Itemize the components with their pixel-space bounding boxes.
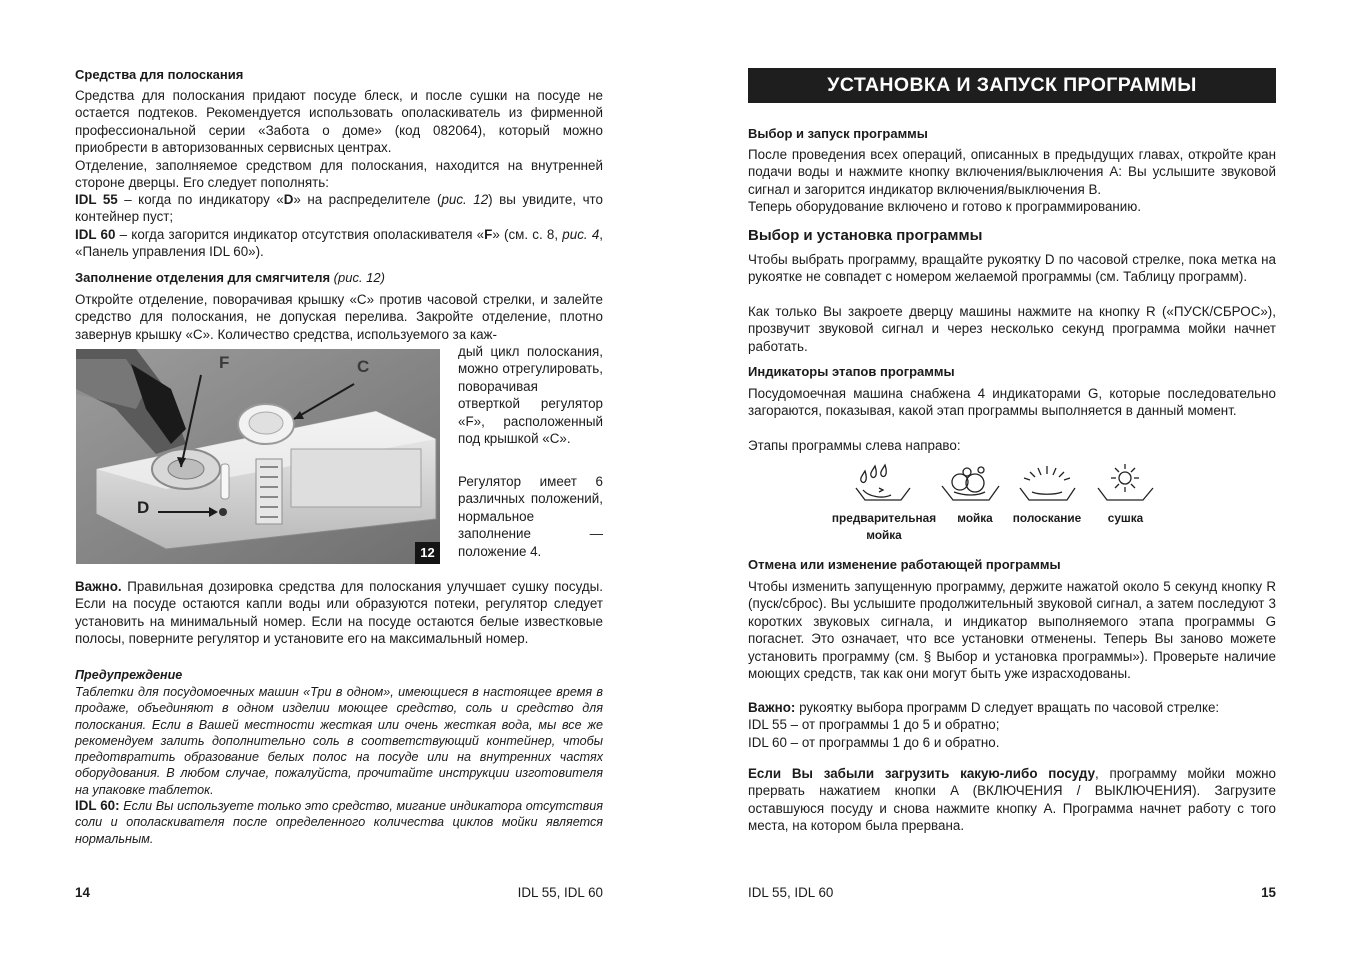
stage-label-prewash [825,510,943,544]
idl60-ref: рис. 4 [562,227,600,242]
indicators-stages-intro: Этапы программы слева направо: [748,438,961,453]
rinse-aid-paragraph: Средства для полоскания придают посуде блеск, и после сушки на посуде не остается подтеков. Рекомендуется использовать ополаскиватель из фирменной профессиональной серии «Забота о доме» (код 082064), который можно приобрести в авторизованных сервисных центрах. [75,88,603,156]
select-heading: Выбор и установка программы [748,227,983,244]
fill-side-text-2: Регулятор имеет 6 различных положений, нормальное заполнение — положение 4. [458,474,603,559]
forgot-label: Если Вы забыли загрузить какую-либо посуду [748,766,1096,781]
idl60-label: IDL 60 [75,227,116,242]
cancel-important-label: Важно: [748,700,796,715]
important-paragraph [75,578,603,648]
idl55-d: D [283,192,294,207]
prewash-icon [856,465,910,500]
stage-label-dry: сушка [1107,511,1144,525]
important-text: Правильная дозировка средства для полоскания улучшает сушку посуды. Если на посуде остаются капли воды или образуются потеки, регулятор следует установить на минимальный номер. Если на посуде остаются белые известковые полосы, поверните регулятор и установите его на максимальный номер. [75,579,603,647]
forgot-text: , программу мойки можно прервать нажатием кнопки A (ВКЛЮЧЕНИЯ / ВЫКЛЮЧЕНИЯ). Загрузите оставшуюся посуду и снова нажмите кнопку A. Программа начнет работу с того места, на котором была прервана. [748,766,1277,834]
rinse-aid-location-paragraph: Отделение, заполняемое средством для полоскания, находится на внутренней стороне дверцы. Его следует пополнять: [75,158,603,191]
page-number-right: 15 [1261,885,1276,900]
warning-idl60-text: Если Вы используете только это средство, мигание индикатора отсутствия соли и ополаскивателя после определенного количества циклов мойки является нормальным. [75,799,603,846]
indicators-heading: Индикаторы этапов программы [748,364,955,379]
start-paragraph: После проведения всех операций, описанных в предыдущих главах, откройте кран подачи воды и нажмите кнопку включения/выключения A: Вы услышите звуковой сигнал и загорится индикатор включения/выключения B. [748,147,1276,197]
idl55-text-b: » на распределителе ( [293,192,442,207]
section-title-bar: УСТАНОВКА И ЗАПУСК ПРОГРАММЫ [748,68,1276,103]
idl60-f: F [484,227,493,242]
page-number-left: 14 [75,885,90,900]
dry-icon [1098,464,1153,500]
select-paragraph-1: Чтобы выбрать программу, вращайте рукоятку D по часовой стрелке, пока метка на рукоятке не совпадет с номером желаемой программы (см. Таблицу программ). [748,252,1276,285]
figure-12-dispenser-photo [76,349,440,564]
fill-paragraph: Откройте отделение, поворачивая крышку «C» против часовой стрелки, и залейте средство для полоскания, не допуская перелива. Закройте отделение, плотно завернув крышку «C». Количество средства, используемого за каж- [75,292,603,342]
figure-number-badge: 12 [415,542,440,564]
wash-icon [942,467,999,500]
idl55-paragraph [75,191,603,226]
idl60-text-b: » (см. с. 8, [492,227,563,242]
idl55-text-a: – когда по индикатору « [117,192,284,207]
footer-model-left: IDL 55, IDL 60 [517,885,603,900]
figure-label-f: F [219,353,230,372]
idl60-paragraph [75,226,603,261]
warning-idl60-label: IDL 60: [75,798,120,813]
figure-label-c: C [357,357,370,376]
program-stage-indicators [825,462,1165,542]
warning-heading: Предупреждение [75,668,183,682]
cancel-important [748,699,1276,716]
start-paragraph-2: Теперь оборудование включено и готово к программированию. [748,199,1142,214]
forgot-paragraph [748,765,1276,835]
idl55-text-c: ) вы увидите, что контейнер пуст; [75,192,603,225]
important-label: Важно. [75,579,122,594]
fill-side-text-1: дый цикл полоскания, можно отрегулировать, поворачивая отверткой регулятор «F», расположенный под крышкой «C». [458,344,603,447]
stage-label-prewash-line2: мойка [866,528,902,542]
fill-heading-text: Заполнение отделения для смягчителя [75,270,331,285]
cancel-line-idl55: IDL 55 – от программы 1 до 5 и обратно; [748,717,1000,732]
fill-heading [75,269,385,286]
start-heading: Выбор и запуск программы [748,126,928,141]
figure-label-d: D [137,498,150,517]
cancel-line-idl60: IDL 60 – от программы 1 до 6 и обратно. [748,735,1000,750]
warning-text: Таблетки для посудомоечных машин «Три в одном», имеющиеся в настоящее время в продаже, объединяют в одном изделии моющее средство, соль и средство для полоскания. Если в Вашей местности жесткая или очень жесткая вода, мы все же рекомендуем залить дополнительно соль в соответствующий контейнер, чтобы предотвратить образование белых полос на посуде или на внутренних частях оборудования. В любом случае, пожалуйста, прочитайте инструкции изготовителя на упаковке таблеток. [75,685,603,797]
stage-label-rinse: полоскание [1012,511,1082,525]
warning-idl60-paragraph [75,798,603,847]
dispenser-illustration [76,349,440,564]
fill-heading-ref: (рис. 12) [330,270,385,285]
rinse-icon [1020,466,1075,500]
idl60-text-a: – когда загорится индикатор отсутствия ополаскивателя « [115,227,485,242]
cancel-important-text: рукоятку выбора программ D следует вращать по часовой стрелке: [795,700,1220,715]
select-paragraph-2: Как только Вы закроете дверцу машины нажмите на кнопку R («ПУСК/СБРОС»), прозвучит звуковой сигнал и через несколько секунд программа мойки начнет работать. [748,304,1276,354]
footer-model-right: IDL 55, IDL 60 [748,885,834,900]
stage-label-wash: мойка [957,511,993,525]
stage-label-prewash-line1: предварительная [831,511,937,525]
stage-icons-svg [825,462,1165,510]
idl55-ref: рис. 12 [441,192,489,207]
cancel-heading: Отмена или изменение работающей программы [748,557,1061,572]
idl55-label: IDL 55 [75,192,118,207]
indicators-paragraph: Посудомоечная машина снабжена 4 индикаторами G, которые последовательно загораются, показывая, какой этап программы выполняется в данный момент. [748,386,1276,419]
rinse-aid-heading: Средства для полоскания [75,67,244,82]
cancel-paragraph: Чтобы изменить запущенную программу, держите нажатой около 5 секунд кнопку R (пуск/сброс). Вы услышите продолжительный звуковой сигнал, а затем последуют 3 коротких звуковых сигнала, и индикатор выполняемого этапа программы G погаснет. Это означает, что все установки отменены. Теперь Вы заново можете установить программу (см. § Выбор и установка программы»). Проверьте наличие моющих средств, так как они могут быть уже израсходованы. [748,579,1276,682]
idl60-text-c: , «Панель управления IDL 60»). [75,227,603,260]
